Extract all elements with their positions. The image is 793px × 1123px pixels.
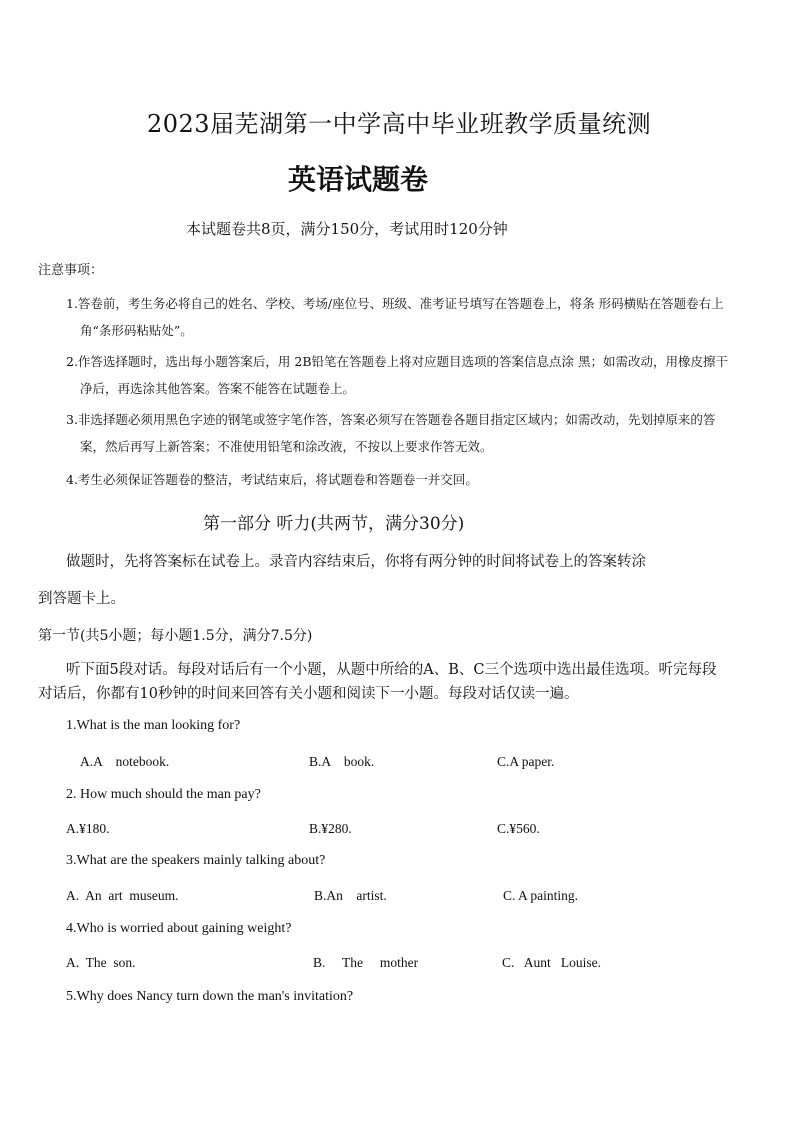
part-intro-line-2: 到答题卡上。: [38, 591, 125, 607]
option-b: B. The mother: [313, 955, 419, 970]
option-c: C.¥560.: [497, 821, 540, 836]
question-stem: 4.Who is worried about gaining weight?: [66, 921, 292, 936]
question-stem: 5.Why does Nancy turn down the man's invitation?: [66, 989, 354, 1004]
exam-title: 2023届芜湖第一中学高中毕业班教学质量统测: [147, 110, 652, 138]
question-stem: 1.What is the man looking for?: [66, 718, 241, 733]
notice-heading: 注意事项：: [38, 263, 104, 278]
question-stem: 2. How much should the man pay?: [66, 787, 261, 802]
notice-item-3: 3.非选择题必须用黑色字迹的钢笔或签字笔作答，答案必须写在答题卷各题目指定区域内；如需改动，先划掉原来的答案，然后再写上新答案；不准使用铅笔和涂改液，不按以上要求作答无效。: [66, 412, 716, 454]
notice-item-4: 4.考生必须保证答题卷的整洁，考试结束后，将试题卷和答题卷一并交回。: [66, 472, 478, 487]
notice-item-1: 1.答卷前，考生务必将自己的姓名、学校、考场/座位号、班级、准考证号填写在答题卷上，将条 形码横贴在答题卷右上角“条形码粘贴处”。: [66, 296, 724, 338]
option-c: C.A paper.: [497, 754, 555, 769]
option-a: A.A notebook.: [80, 754, 170, 769]
option-b: B.An artist.: [314, 888, 387, 903]
part-intro-line-1: 做题时，先将答案标在试卷上。录音内容结束后，你将有两分钟的时间将试卷上的答案转涂: [66, 554, 646, 570]
option-b: B.A book.: [309, 754, 375, 769]
notice-item-2: 2.作答选择题时，选出每小题答案后，用 2B铅笔在答题卷上将对应题目选项的答案信息点涂 黑；如需改动，用橡皮擦干净后，再选涂其他答案。答案不能答在试题卷上。: [66, 354, 729, 396]
option-c: C. A painting.: [503, 888, 579, 903]
part-title: 第一部分 听力(共两节，满分30分): [203, 514, 465, 534]
option-a: A.¥180.: [66, 821, 110, 836]
option-a: A. An art museum.: [66, 888, 179, 903]
option-a: A. The son.: [66, 955, 136, 970]
exam-info: 本试题卷共8页，满分150分，考试用时120分钟: [186, 220, 508, 238]
question-stem: 3.What are the speakers mainly talking about?: [66, 853, 326, 868]
section-instructions: 听下面5段对话。每段对话后有一个小题，从题中所给的A、B、C三个选项中选出最佳选项。听完每段对话后，你都有10秒钟的时间来回答有关小题和阅读下一小题。每段对话仅读一遍。: [38, 662, 717, 702]
exam-subject: 英语试题卷: [288, 163, 429, 196]
option-c: C. Aunt Louise.: [502, 955, 602, 970]
option-b: B.¥280.: [309, 821, 352, 836]
section-heading: 第一节(共5小题；每小题1.5分，满分7.5分): [38, 628, 313, 644]
